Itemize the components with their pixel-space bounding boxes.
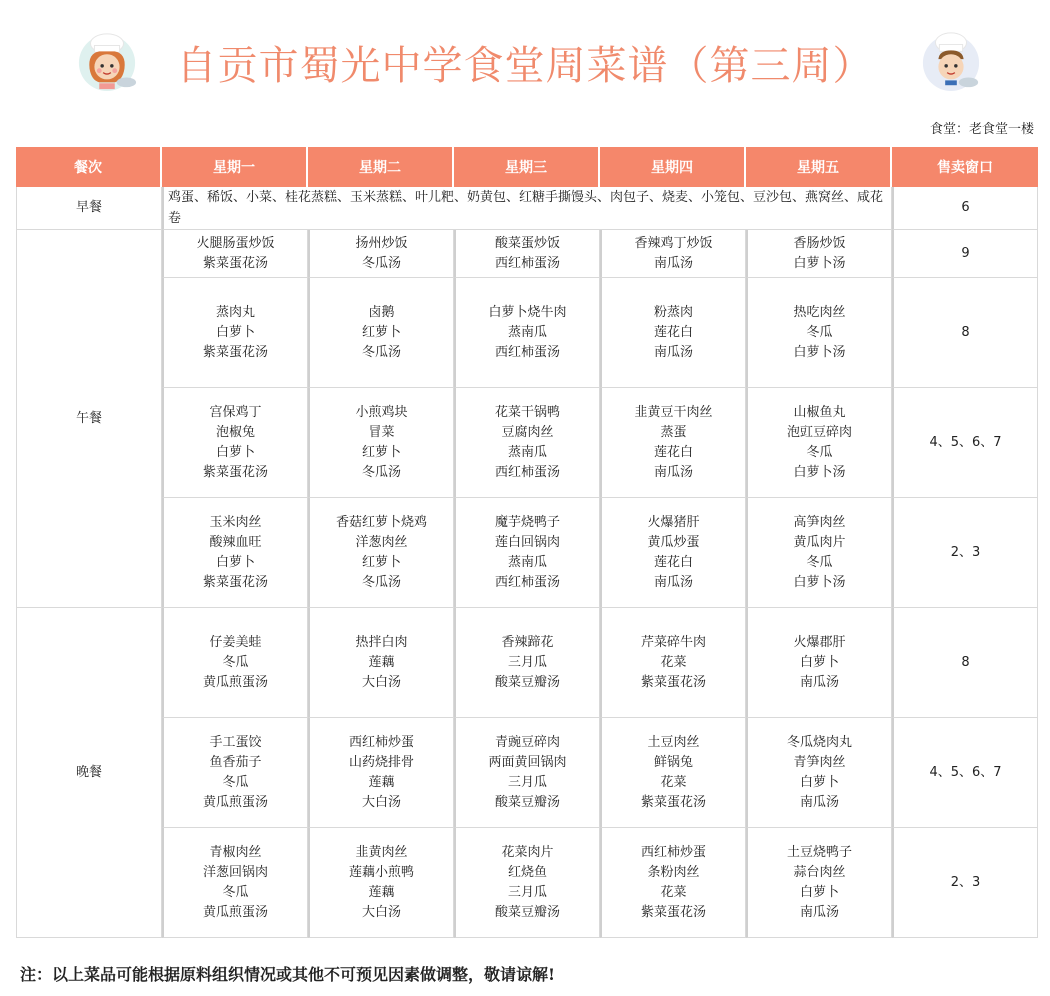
dish-cell (600, 498, 746, 608)
dish-item: 白萝卜汤 (793, 464, 846, 480)
dish-item: 花菜 (660, 654, 687, 670)
dish-item: 莲花白 (653, 444, 693, 460)
dish-item: 紫菜蛋花汤 (202, 464, 268, 480)
dish-item: 白萝卜汤 (793, 344, 846, 360)
dish-cell (746, 230, 892, 278)
dish-cell (746, 828, 892, 938)
dish-item: 三月瓜 (507, 774, 547, 790)
dish-item: 芹菜碎牛肉 (640, 634, 706, 650)
dish-item: 韭黄肉丝 (355, 844, 408, 860)
dish-item: 南瓜汤 (799, 674, 839, 690)
dish-item: 花菜干锅鸭 (494, 404, 560, 420)
header-thursday: 星期四 (600, 147, 746, 187)
dish-item: 紫菜蛋花汤 (640, 904, 706, 920)
dish-item: 白萝卜 (215, 554, 255, 570)
dish-item: 紫菜蛋花汤 (202, 574, 268, 590)
dish-item: 仔姜美蛙 (209, 634, 262, 650)
dish-cell (746, 718, 892, 828)
dish-item: 白萝卜汤 (793, 574, 846, 590)
dish-item: 豆腐肉丝 (501, 424, 554, 440)
meal-label: 早餐 (16, 187, 162, 230)
header-window: 售卖窗口 (892, 147, 1038, 187)
dish-cell (746, 608, 892, 718)
dinner-row (16, 828, 1038, 938)
dish-item: 蒸南瓜 (507, 324, 547, 340)
dish-item: 蒸蛋 (660, 424, 687, 440)
dish-cell (308, 230, 454, 278)
dish-cell (454, 718, 600, 828)
dish-item: 扬州炒饭 (355, 235, 408, 251)
dish-cell (454, 230, 600, 278)
dish-item: 魔芋烧鸭子 (494, 514, 560, 530)
dish-item: 紫菜蛋花汤 (202, 255, 268, 271)
dish-item: 黄瓜肉片 (793, 534, 846, 550)
header-friday: 星期五 (746, 147, 892, 187)
dish-item: 大白汤 (361, 794, 401, 810)
dish-item: 山椒鱼丸 (793, 404, 846, 420)
dish-cell (162, 278, 308, 388)
dish-cell (308, 828, 454, 938)
dish-item: 大白汤 (361, 904, 401, 920)
dish-item: 两面黄回锅肉 (488, 754, 567, 770)
dish-item: 小煎鸡块 (355, 404, 408, 420)
dish-item: 高笋肉丝 (793, 514, 846, 530)
dish-cell (454, 608, 600, 718)
dish-item: 火爆猪肝 (647, 514, 700, 530)
dish-item: 三月瓜 (507, 654, 547, 670)
dish-item: 鲜锅兔 (653, 754, 693, 770)
footer-note: 注：以上菜品可能根据原料组织情况或其他不可预见因素做调整，敬请谅解! (20, 965, 556, 984)
dish-cell (454, 388, 600, 498)
dish-item: 莲藕小煎鸭 (348, 864, 414, 880)
dish-item: 花菜 (660, 884, 687, 900)
meal-label: 午餐 (16, 230, 162, 608)
dish-item: 白萝卜 (799, 774, 839, 790)
dish-item: 三月瓜 (507, 884, 547, 900)
lunch-row (16, 498, 1038, 608)
dish-item: 蒜台肉丝 (793, 864, 846, 880)
dish-item: 鱼香茄子 (209, 754, 262, 770)
dish-item: 卤鹅 (368, 304, 395, 320)
dish-item: 条粉肉丝 (647, 864, 700, 880)
window-cell: 8 (892, 608, 1038, 718)
dish-cell (600, 828, 746, 938)
dinner-row (16, 718, 1038, 828)
dish-cell (308, 498, 454, 608)
dish-cell (600, 388, 746, 498)
dish-item: 泡豇豆碎肉 (786, 424, 852, 440)
dish-item: 香辣蹄花 (501, 634, 554, 650)
dish-item: 蒸肉丸 (215, 304, 255, 320)
dish-item: 冬瓜 (222, 774, 249, 790)
dish-item: 紫菜蛋花汤 (202, 344, 268, 360)
dish-item: 红萝卜 (361, 324, 401, 340)
page-title: 自贡市蜀光中学食堂周菜谱（第三周） (176, 43, 874, 89)
dish-item: 莲藕 (368, 654, 395, 670)
dish-item: 黄瓜煎蛋汤 (202, 674, 268, 690)
dish-item: 黄瓜煎蛋汤 (202, 904, 268, 920)
breakfast-row (16, 187, 1038, 230)
dish-item: 宫保鸡丁 (209, 404, 262, 420)
canteen-location: 食堂：老食堂一楼 (929, 122, 1034, 137)
dish-cell (162, 230, 308, 278)
dish-cell (308, 278, 454, 388)
dish-item: 紫菜蛋花汤 (640, 674, 706, 690)
dish-item: 西红柿炒蛋 (348, 734, 414, 750)
breakfast-items: 鸡蛋、稀饭、小菜、桂花蒸糕、玉米蒸糕、叶儿粑、奶黄包、红糖手撕馒头、肉包子、烧麦、小笼包、豆沙包、燕窝丝、咸花卷 (162, 187, 892, 230)
dish-item: 南瓜汤 (653, 574, 693, 590)
window-cell: 2、3 (892, 498, 1038, 608)
dish-item: 香肠炒饭 (793, 235, 846, 251)
dish-cell (454, 498, 600, 608)
window-cell: 4、5、6、7 (892, 718, 1038, 828)
dish-cell (162, 828, 308, 938)
weekly-menu-table (16, 147, 1038, 938)
dish-item: 香辣鸡丁炒饭 (634, 235, 713, 251)
dish-item: 山药烧排骨 (348, 754, 414, 770)
dish-item: 白萝卜 (799, 654, 839, 670)
window-cell: 9 (892, 230, 1038, 278)
dish-cell (746, 498, 892, 608)
dish-item: 白萝卜 (215, 444, 255, 460)
window-cell: 2、3 (892, 828, 1038, 938)
dish-item: 莲藕 (368, 774, 395, 790)
dish-item: 莲花白 (653, 324, 693, 340)
dish-item: 冬瓜 (806, 324, 833, 340)
dish-cell (162, 718, 308, 828)
dish-item: 南瓜汤 (653, 464, 693, 480)
dish-item: 粉蒸肉 (653, 304, 693, 320)
dish-item: 洋葱回锅肉 (202, 864, 268, 880)
dish-item: 土豆肉丝 (647, 734, 700, 750)
dish-item: 白萝卜 (215, 324, 255, 340)
dish-item: 红萝卜 (361, 554, 401, 570)
lunch-row (16, 278, 1038, 388)
dish-item: 冬瓜汤 (361, 464, 401, 480)
dish-cell (162, 388, 308, 498)
dish-cell (308, 718, 454, 828)
dish-item: 白萝卜 (799, 884, 839, 900)
dish-item: 红烧鱼 (507, 864, 547, 880)
dish-item: 南瓜汤 (653, 255, 693, 271)
header-tuesday: 星期二 (308, 147, 454, 187)
dish-item: 西红柿蛋汤 (494, 464, 560, 480)
header-row (16, 147, 1038, 187)
dish-item: 酸辣血旺 (209, 534, 262, 550)
dish-cell (746, 278, 892, 388)
dish-item: 酸菜豆瓣汤 (494, 904, 560, 920)
dish-cell (308, 608, 454, 718)
dish-item: 热吃肉丝 (793, 304, 846, 320)
dish-item: 酸菜豆瓣汤 (494, 794, 560, 810)
header-wednesday: 星期三 (454, 147, 600, 187)
dish-item: 莲白回锅肉 (494, 534, 560, 550)
dish-cell (746, 388, 892, 498)
dish-item: 黄瓜煎蛋汤 (202, 794, 268, 810)
dish-item: 青笋肉丝 (793, 754, 846, 770)
dish-item: 青豌豆碎肉 (494, 734, 560, 750)
dish-cell (600, 718, 746, 828)
dish-item: 南瓜汤 (653, 344, 693, 360)
dish-item: 花菜 (660, 774, 687, 790)
dish-item: 热拌白肉 (355, 634, 408, 650)
dish-item: 莲花白 (653, 554, 693, 570)
dish-item: 火爆郡肝 (793, 634, 846, 650)
dish-item: 蒸南瓜 (507, 554, 547, 570)
dish-item: 酸菜蛋炒饭 (494, 235, 560, 251)
dish-item: 黄瓜炒蛋 (647, 534, 700, 550)
window-cell: 6 (892, 187, 1038, 230)
page-header (0, 0, 1050, 120)
lunch-row (16, 230, 1038, 278)
dish-item: 白萝卜汤 (793, 255, 846, 271)
dish-item: 红萝卜 (361, 444, 401, 460)
dish-item: 莲藕 (368, 884, 395, 900)
dish-item: 冬瓜汤 (361, 344, 401, 360)
dish-item: 白萝卜烧牛肉 (488, 304, 567, 320)
dish-cell (454, 828, 600, 938)
dish-item: 南瓜汤 (799, 794, 839, 810)
dish-item: 西红柿蛋汤 (494, 255, 560, 271)
dish-item: 韭黄豆干肉丝 (634, 404, 713, 420)
dish-cell (308, 388, 454, 498)
dish-item: 泡椒兔 (215, 424, 255, 440)
header-meal: 餐次 (16, 147, 162, 187)
dish-item: 火腿肠蛋炒饭 (196, 235, 275, 251)
dish-item: 西红柿炒蛋 (640, 844, 706, 860)
dish-item: 玉米肉丝 (209, 514, 262, 530)
dish-item: 花菜肉片 (501, 844, 554, 860)
dish-item: 冬瓜烧肉丸 (786, 734, 852, 750)
dish-cell (600, 278, 746, 388)
window-cell: 8 (892, 278, 1038, 388)
dish-item: 青椒肉丝 (209, 844, 262, 860)
dish-item: 香菇红萝卜烧鸡 (335, 514, 427, 530)
dish-item: 西红柿蛋汤 (494, 344, 560, 360)
dish-item: 冬瓜汤 (361, 255, 401, 271)
dish-cell (454, 278, 600, 388)
dish-cell (162, 608, 308, 718)
meal-label: 晚餐 (16, 608, 162, 938)
window-cell: 4、5、6、7 (892, 388, 1038, 498)
dish-item: 冒菜 (368, 424, 395, 440)
dish-cell (600, 230, 746, 278)
dish-item: 冬瓜 (806, 444, 833, 460)
dinner-row (16, 608, 1038, 718)
dish-item: 南瓜汤 (799, 904, 839, 920)
dish-item: 手工蛋饺 (209, 734, 262, 750)
dish-item: 洋葱肉丝 (355, 534, 408, 550)
lunch-row (16, 388, 1038, 498)
dish-cell (600, 608, 746, 718)
dish-item: 紫菜蛋花汤 (640, 794, 706, 810)
dish-item: 大白汤 (361, 674, 401, 690)
dish-item: 冬瓜 (806, 554, 833, 570)
dish-item: 冬瓜 (222, 884, 249, 900)
dish-item: 冬瓜 (222, 654, 249, 670)
header-monday: 星期一 (162, 147, 308, 187)
dish-item: 酸菜豆瓣汤 (494, 674, 560, 690)
dish-item: 冬瓜汤 (361, 574, 401, 590)
dish-cell (162, 498, 308, 608)
dish-item: 土豆烧鸭子 (786, 844, 852, 860)
dish-item: 蒸南瓜 (507, 444, 547, 460)
dish-item: 西红柿蛋汤 (494, 574, 560, 590)
